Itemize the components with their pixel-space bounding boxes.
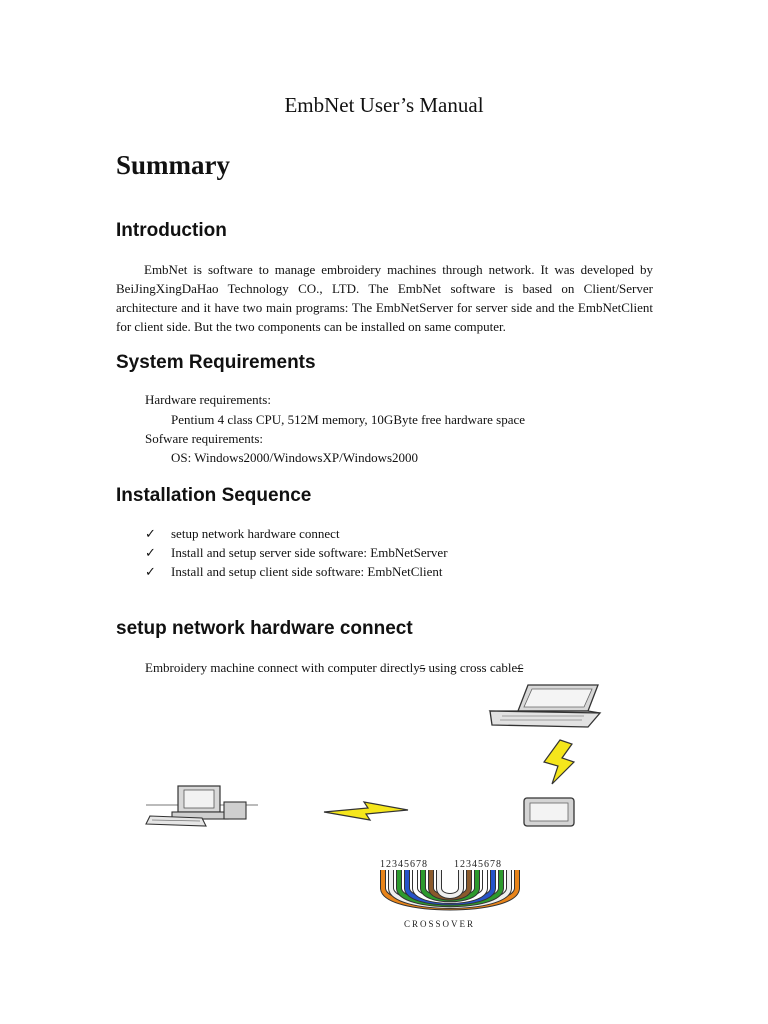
hardware-label: Hardware requirements:: [145, 392, 271, 407]
strike-mark: £: [517, 661, 524, 675]
network-setup-heading: setup network hardware connect: [116, 618, 413, 639]
check-icon: ✓: [145, 545, 156, 560]
software-label: Sofware requirements:: [145, 431, 264, 446]
list-item: [145, 526, 340, 542]
embroidery-machine-icon: [522, 794, 578, 828]
list-item-text: setup network hardware connect: [171, 526, 340, 541]
network-setup-description: [145, 660, 523, 676]
crossover-label: CROSSOVER: [404, 919, 476, 929]
cable-wire: [439, 870, 461, 896]
list-item-text: Install and setup client side software: EmbNetClient: [171, 564, 443, 579]
cable-label-left: 12345678: [380, 859, 428, 870]
check-icon: ✓: [145, 564, 156, 579]
introduction-heading: Introduction: [116, 220, 227, 241]
software-value: OS: Windows2000/WindowsXP/Windows2000: [171, 450, 419, 465]
list-item: [145, 545, 448, 561]
installation-sequence-heading: Installation Sequence: [116, 485, 312, 506]
summary-heading: Summary: [116, 150, 230, 180]
description-end-text: using cross cable: [428, 660, 518, 675]
lightning-bolt-icon: [538, 738, 578, 786]
strike-mark: 5: [419, 663, 426, 675]
system-requirements-heading: System Requirements: [116, 352, 316, 373]
lightning-bolt-icon: [322, 798, 412, 824]
laptop-icon: [488, 683, 603, 733]
check-icon: ✓: [145, 526, 156, 541]
list-item-text: Install and setup server side software: EmbNetServer: [171, 545, 448, 560]
crossover-cable-diagram: [377, 870, 527, 920]
hardware-value: Pentium 4 class CPU, 512M memory, 10GByte free hardware space: [171, 412, 526, 427]
cable-label-right: 12345678: [454, 859, 502, 870]
introduction-text: EmbNet is software to manage embroidery machines through network. It was developed by BeiJingXingDaHao Technology CO., LTD. The EmbNet software is based on Client/Server architecture and it have two main programs: The EmbNetServer for server side and the EmbNetClient for client side. But the two components can be installed on same computer.: [116, 262, 653, 334]
list-item: [145, 564, 443, 580]
document-title: EmbNet User’s Manual: [284, 93, 484, 117]
introduction-paragraph: [116, 260, 653, 336]
description-text: Embroidery machine connect with computer directly: [145, 660, 420, 675]
desktop-computer-icon: [144, 782, 262, 828]
